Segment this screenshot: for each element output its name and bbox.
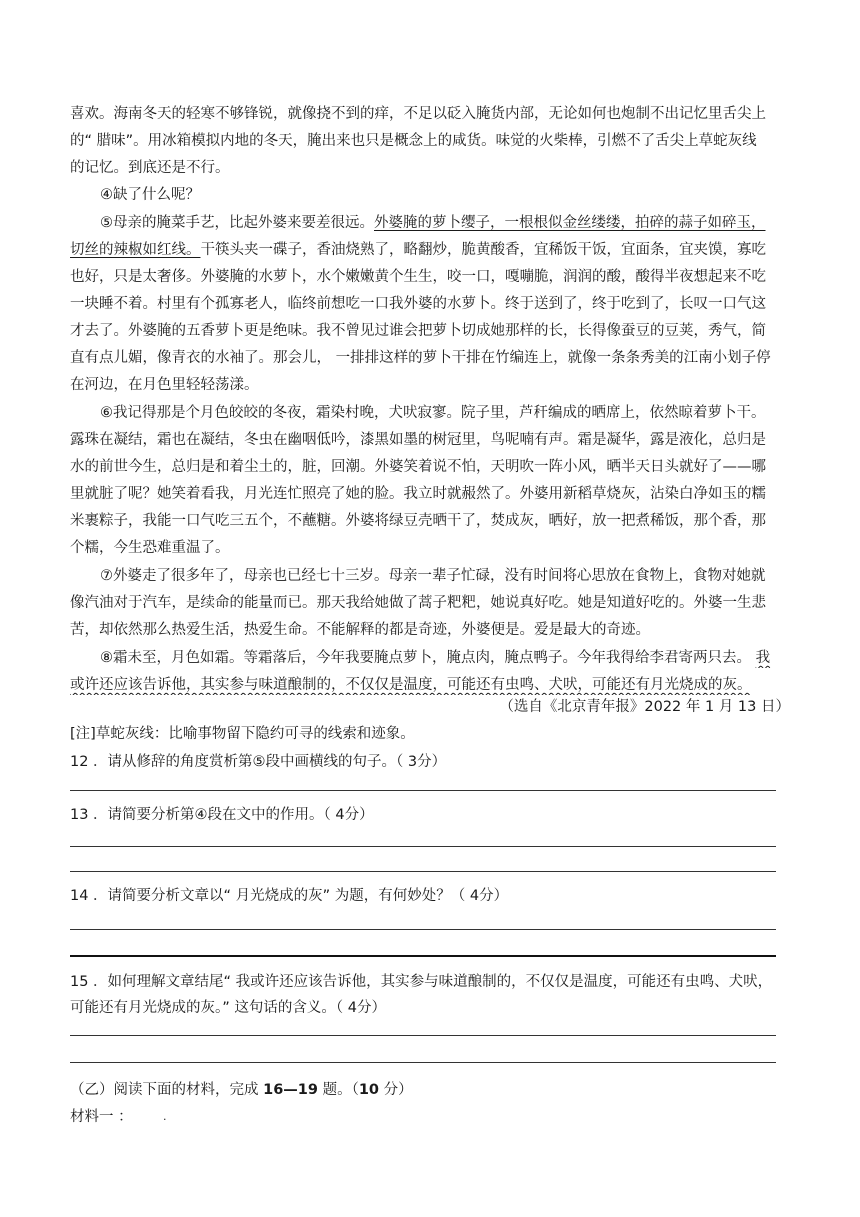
answer-line [70, 871, 776, 872]
text-line: 一块睡不着。村里有个孤寡老人，临终前想吃一口我外婆的水萝卜。终于送到了，终于吃到了，长叹一口气这 [70, 296, 766, 312]
section-heading-b [70, 1080, 800, 1100]
p8-text: ⑧霜未至，月色如霜。等霜落后，今年我要腌点萝卜，腌点肉，腌点鸭子。今年我得给李君寄两只去。 [100, 650, 751, 666]
answer-line [70, 790, 776, 791]
text-line: 的记忆。到底还是不行。 [70, 160, 230, 176]
question-12: 12 ．请从修辞的角度赏析第⑤段中画横线的句子。（ 3分） [70, 754, 447, 770]
wavy-underlined-sentence: 我 [755, 650, 771, 666]
question-14: 14 ．请简要分析文章以“ 月光烧成的灰” 为题，有何妙处？（ 4分） [70, 888, 509, 904]
text-line: 里就脏了呢？她笑着看我，月光连忙照亮了她的脸。我立时就赧然了。外婆用新稻草烧灰，沾染白净如玉的糯 [70, 486, 766, 502]
text-line: 水的前世今生，总归是和着尘土的，脏，回潮。外婆笑着说不怕，天明吹一阵小风，晒半天日头就好了——哪 [70, 459, 766, 475]
text-line: 的“ 腊味”。用冰箱模拟内地的冬天，腌出来也只是概念上的咸货。味觉的火柴棒，引燃不了舌尖上草蛇灰线 [70, 133, 757, 149]
heading-text: 题。（ [317, 1082, 359, 1098]
answer-line [70, 929, 776, 930]
text-line: 个糯，今生恐难重温了。 [70, 540, 230, 556]
paragraph-8-line [100, 648, 800, 668]
paragraph-7-line: ⑦外婆走了很多年了，母亲也已经七十三岁。母亲一辈子忙碌，没有时间将心思放在食物上，食物对她就 [100, 568, 766, 584]
paragraph-5-line [70, 240, 800, 260]
question-13: 13 ．请简要分析第④段在文中的作用。（ 4分） [70, 807, 374, 823]
question-range: 16—19 [263, 1082, 318, 1098]
underlined-sentence: 切丝的辣椒如红线。 [70, 242, 201, 258]
text-line: 露珠在凝结，霜也在凝结，冬虫在幽咽低吟，漆黑如墨的树冠里，鸟呢喃有声。霜是凝华，露是液化，总归是 [70, 432, 766, 448]
text-line: 直有点儿媚，像青衣的水袖了。那会儿， 一排排这样的萝卜干排在竹编连上，就像一条条秀美的江南小划子停 [70, 350, 771, 366]
text-line: 在河边，在月色里轻轻荡漾。 [70, 377, 259, 393]
heading-text: 分） [379, 1082, 413, 1098]
answer-line [70, 1035, 776, 1036]
wavy-underlined-sentence: 或许还应该告诉他，其实参与味道酿制的，不仅仅是温度，可能还有虫鸣、犬吠，可能还有月光烧成的灰。 [70, 677, 752, 693]
footnote: [注]草蛇灰线：比喻事物留下隐约可寻的线索和迹象。 [70, 726, 415, 742]
text-line: 也好，只是太奢侈。外婆腌的水萝卜，水个嫩嫩黄个生生，咬一口，嘎嘣脆，润润的酸，酸得半夜想起来不吃 [70, 269, 766, 285]
paragraph-4: ④缺了什么呢？ [100, 187, 200, 203]
underlined-sentence: 外婆腌的萝卜缨子，一根根似金丝缕缕，拍碎的蒜子如碎玉， [374, 215, 766, 231]
text-line: 喜欢。海南冬天的轻寒不够锋锐，就像挠不到的痒，不足以砭入腌货内部，无论如何也炮制不出记忆里舌尖上 [70, 106, 766, 122]
answer-line [70, 1062, 776, 1063]
p5-text: ⑤母亲的腌菜手艺，比起外婆来要差很远。 [100, 215, 374, 231]
paragraph-8-line [70, 675, 800, 695]
material-label: 材料一 ： [70, 1109, 133, 1125]
score: 10 [358, 1082, 380, 1098]
paragraph-6-line: ⑥我记得那是个月色皎皎的冬夜，霜染村晚，犬吠寂寥。院子里，芦秆编成的晒席上，依然晾着萝卜干。 [100, 405, 766, 421]
answer-line [70, 955, 776, 957]
text-line: 苦，却依然那么热爱生活，热爱生命。不能解释的都是奇迹，外婆便是。爱是最大的奇迹。 [70, 622, 650, 638]
stray-dot: · [163, 1113, 167, 1126]
answer-line [70, 846, 776, 847]
text-line: 像汽油对于汽车，是续命的能量而已。那天我给她做了蒿子粑粑，她说真好吃。她是知道好吃的。外婆一生悲 [70, 595, 766, 611]
heading-text: （乙）阅读下面的材料，完成 [70, 1082, 264, 1098]
question-15-line: 可能还有月光烧成的灰。” 这句话的含义。（ 4分） [70, 1000, 386, 1016]
source-citation: （选自《北京青年报》2022 年 1 月 13 日） [499, 699, 790, 715]
question-15-line: 15 ．如何理解文章结尾“ 我或许还应该告诉他，其实参与味道酿制的，不仅仅是温度，可能还有虫鸣、犬吠， [70, 974, 773, 990]
paragraph-5-line [100, 213, 800, 233]
text-line: 才去了。外婆腌的五香萝卜更是绝味。我不曾见过谁会把萝卜切成她那样的长，长得像蚕豆的豆荚，秀气，简 [70, 323, 766, 339]
p5-text: 干筷头夹一碟子，香油烧熟了，略翻炒，脆黄酸香，宜稀饭干饭，宜面条，宜夹馍，寡吃 [200, 242, 766, 258]
text-line: 米裹粽子，我能一口气吃三五个，不蘸糖。外婆将绿豆壳晒干了，焚成灰，晒好，放一把煮稀饭，那个香，那 [70, 513, 766, 529]
